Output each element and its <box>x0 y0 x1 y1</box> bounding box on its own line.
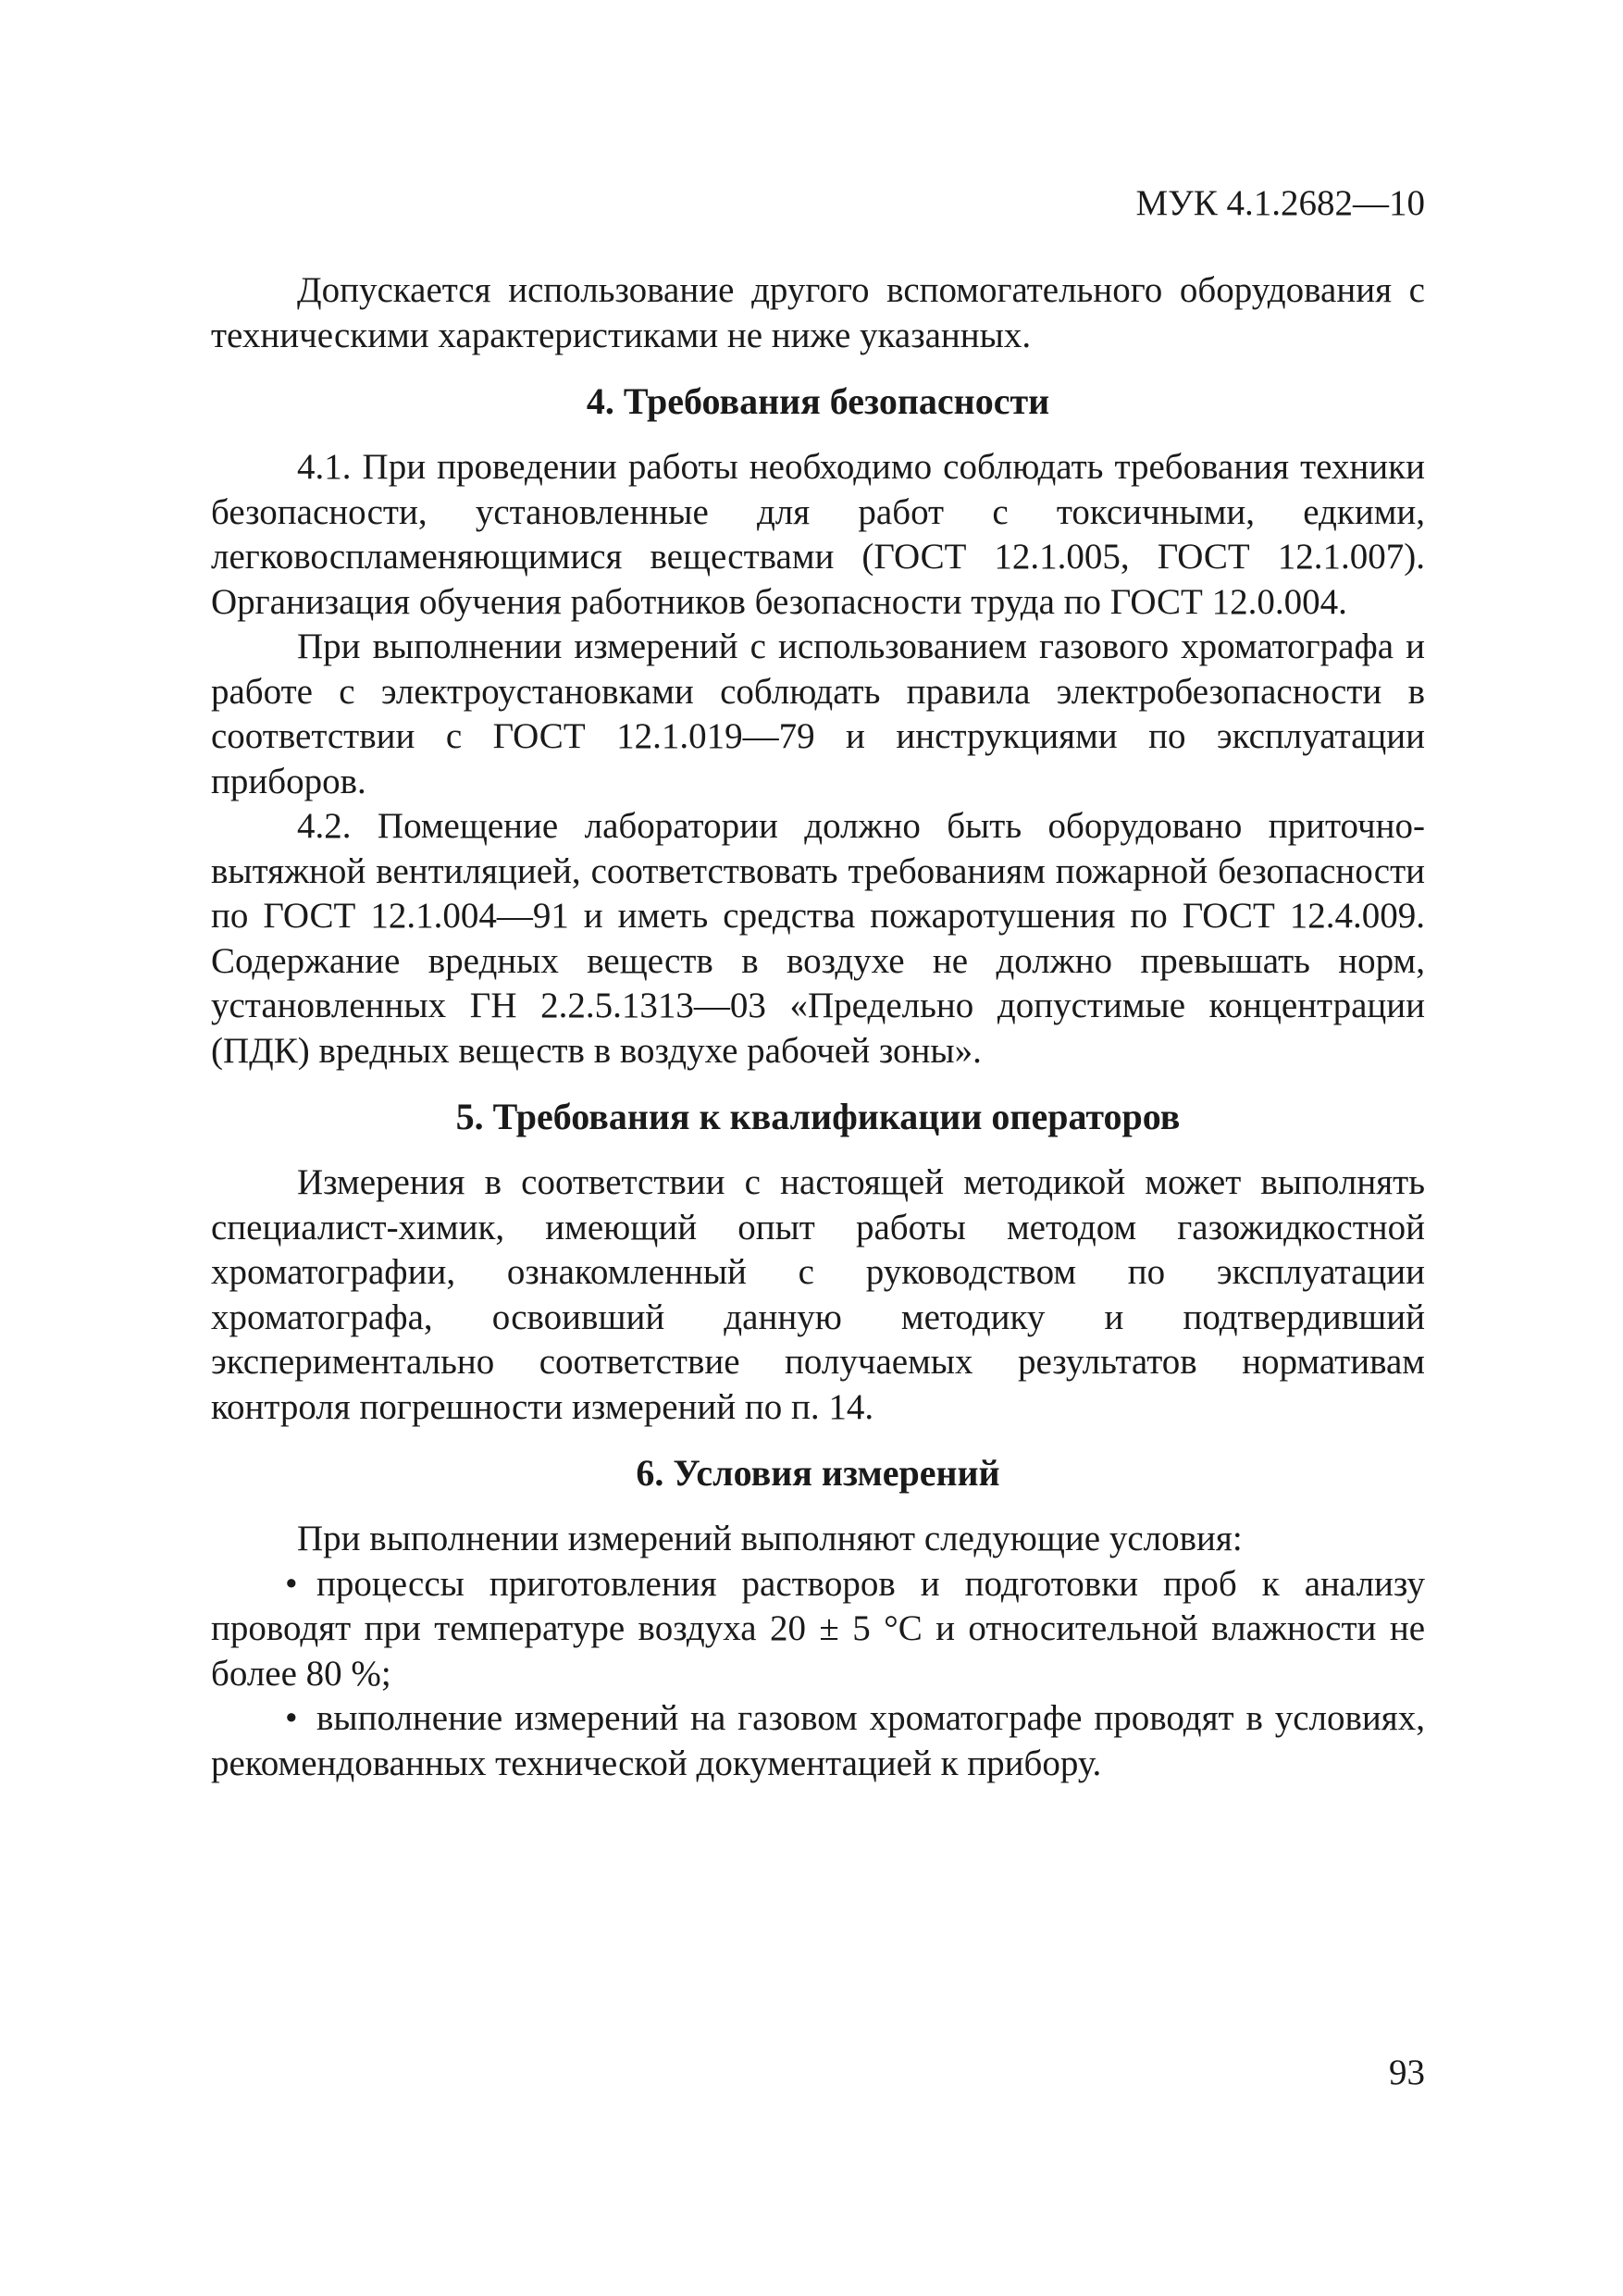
document-code-header: МУК 4.1.2682—10 <box>1135 183 1425 223</box>
section-5-paragraph-1: Измерения в соответствии с настоящей методикой может выполнять специалист-химик, имеющий опыт работы методом газожидкостной хроматографии, ознакомленный с руководством по эксплуатации хроматографа, освоивший данную методику и подтвердивший экспериментально соответствие получаемых результатов нормативам контроля погрешности измерений по п. 14. <box>211 1162 1425 1427</box>
section-5-heading: 5. Требования к квалификации операторов <box>455 1096 1181 1137</box>
page-content <box>211 268 1425 1786</box>
section-6-heading: 6. Условия измерений <box>636 1452 1000 1494</box>
section-4-paragraph-1: 4.1. При проведении работы необходимо соблюдать требования техники безопасности, установленные для работ с токсичными, едкими, легковоспламеняющимися веществами (ГОСТ 12.1.005, ГОСТ 12.1.007). Организация обучения работников безопасности труда по ГОСТ 12.0.004. <box>211 447 1425 622</box>
section-4-paragraph-2: При выполнении измерений с использованием газового хроматографа и работе с электроустановками соблюдать правила электробезопасности в соответствии с ГОСТ 12.1.019—79 и инструкциями по эксплуатации приборов. <box>211 627 1425 801</box>
conditions-list <box>211 1562 1425 1787</box>
section-6-intro: При выполнении измерений выполняют следующие условия: <box>297 1519 1243 1558</box>
section-4-paragraph-3: 4.2. Помещение лаборатории должно быть оборудовано приточно-вытяжной вентиляцией, соответствовать требованиям пожарной безопасности по ГОСТ 12.1.004—91 и иметь средства пожаротушения по ГОСТ 12.4.009. Содержание вредных веществ в воздухе не должно превышать норм, установленных ГН 2.2.5.1313—03 «Предельно допустимые концентрации (ПДК) вредных веществ в воздухе рабочей зоны». <box>211 806 1425 1071</box>
intro-paragraph: Допускается использование другого вспомогательного оборудования с техническими характеристиками не ниже указанных. <box>211 270 1425 355</box>
section-4-heading: 4. Требования безопасности <box>586 380 1050 422</box>
bullet-icon: • <box>285 1563 298 1604</box>
list-item-text: выполнение измерений на газовом хроматографе проводят в условиях, рекомендованных технической документацией к прибору. <box>211 1698 1425 1783</box>
page-number: 93 <box>1389 2053 1425 2092</box>
list-item-text: процессы приготовления растворов и подготовки проб к анализу проводят при температуре воздуха 20 ± 5 °С и относительной влажности не более 80 %; <box>211 1563 1425 1694</box>
bullet-icon: • <box>285 1698 298 1738</box>
list-item <box>211 1562 1425 1697</box>
list-item <box>211 1696 1425 1786</box>
